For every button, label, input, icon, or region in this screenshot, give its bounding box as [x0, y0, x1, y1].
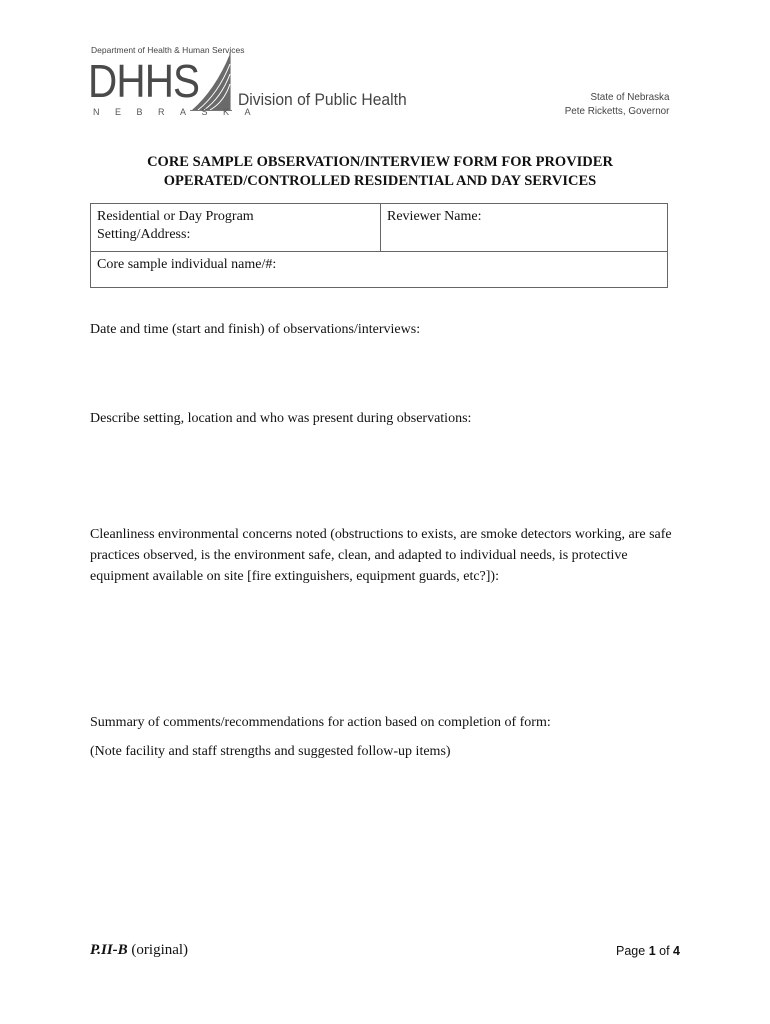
department-name: Department of Health & Human Services [91, 45, 245, 55]
form-code: P.II-B [90, 942, 128, 958]
state-info [564, 90, 669, 118]
summary-note: (Note facility and staff strengths and suggested follow-up items) [90, 744, 451, 759]
program-label-line2: Setting/Address: [97, 227, 191, 242]
division-name: Division of Public Health [238, 90, 407, 109]
page-current: 1 [648, 944, 656, 958]
setting-question: Describe setting, location and who was present during observations: [90, 411, 472, 426]
form-title-line2: OPERATED/CONTROLLED RESIDENTIAL AND DAY SERVICES [163, 173, 597, 189]
state-name: State of Nebraska [589, 91, 669, 103]
reviewer-name-field[interactable]: Reviewer Name: [387, 209, 482, 224]
program-address-field[interactable] [97, 208, 367, 244]
program-label-line1: Residential or Day Program [97, 209, 254, 224]
core-sample-field[interactable]: Core sample individual name/#: [97, 257, 277, 272]
nebraska-logo-text: NEBRASKA [93, 107, 267, 117]
date-time-question: Date and time (start and finish) of observations/interviews: [90, 322, 421, 337]
dhhs-logo-text: DHHS [88, 55, 200, 107]
form-version: (original) [131, 942, 189, 958]
summary-question: Summary of comments/recommendations for action based on completion of form: [90, 715, 551, 730]
page-total: 4 [673, 944, 680, 958]
governor-name: Pete Ricketts, Governor [564, 105, 669, 117]
cleanliness-question: Cleanliness environmental concerns noted (obstructions to exists, are smoke detectors working, are safe practices observed, is the environment safe, clean, and adapted to individual needs, is protective equipment available on site [fire extinguishers, equipment guards, etc?]): [90, 527, 672, 584]
page-of: of [659, 944, 670, 958]
page-label: Page [616, 944, 646, 958]
info-table-divider [380, 204, 381, 252]
form-title [90, 153, 670, 191]
form-title-line1: CORE SAMPLE OBSERVATION/INTERVIEW FORM FOR PROVIDER [147, 154, 613, 170]
info-table [90, 203, 668, 288]
page-number [616, 944, 680, 958]
form-code-footer [90, 942, 188, 959]
